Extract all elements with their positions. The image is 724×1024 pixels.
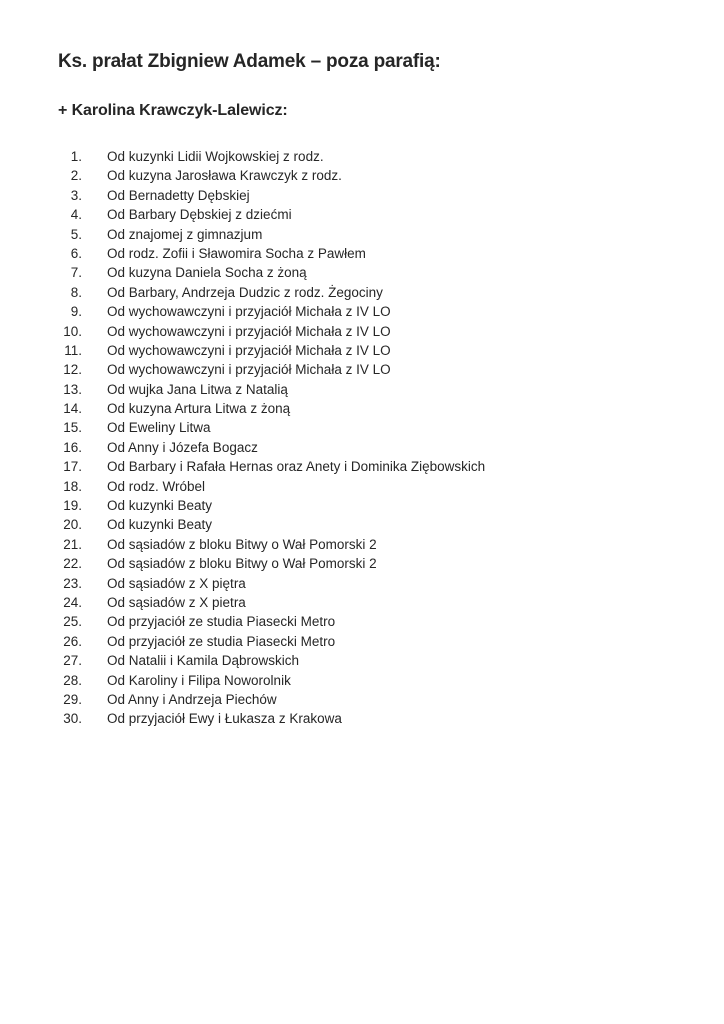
item-text: Od wychowawczyni i przyjaciół Michała z IV LO [107,304,391,320]
list-item [0,244,485,263]
list-item [0,632,485,651]
item-number: 29. [63,691,82,707]
item-number: 23. [63,575,82,591]
item-number: 19. [63,498,82,514]
list-item [0,496,485,515]
item-number: 8. [70,284,82,300]
list-item [0,574,485,593]
item-text: Od kuzyna Jarosława Krawczyk z rodz. [107,168,342,184]
list-item [0,302,485,321]
document-title: Ks. prałat Zbigniew Adamek – poza parafią: [58,51,441,72]
list-item [0,283,485,302]
item-number: 11. [64,342,82,358]
list-item [0,554,485,573]
item-text: Od kuzyna Daniela Socha z żoną [107,265,307,281]
item-number: 2. [70,168,82,184]
item-text: Od sąsiadów z X pietra [107,594,246,610]
item-number: 14. [63,401,82,417]
item-number: 20. [63,517,82,533]
list-item [0,515,485,534]
item-text: Od Bernadetty Dębskiej [107,187,250,203]
item-text: Od Karoliny i Filipa Noworolnik [107,672,291,688]
list-item [0,225,485,244]
item-text: Od Eweliny Litwa [107,420,211,436]
item-number: 25. [63,614,82,630]
list-item [0,651,485,670]
entries-list [0,147,485,729]
list-item [0,263,485,282]
item-number: 6. [70,245,82,261]
list-item [0,457,485,476]
list-item [0,418,485,437]
item-text: Od kuzyna Artura Litwa z żoną [107,401,291,417]
item-number: 7. [70,265,82,281]
item-text: Od Anny i Józefa Bogacz [107,439,258,455]
list-item [0,205,485,224]
item-text: Od sąsiadów z bloku Bitwy o Wał Pomorski 2 [107,536,377,552]
document-subtitle: + Karolina Krawczyk-Lalewicz: [58,102,288,119]
list-item [0,612,485,631]
list-item [0,709,485,728]
item-text: Od Natalii i Kamila Dąbrowskich [107,653,300,669]
item-text: Od wychowawczyni i przyjaciół Michała z IV LO [107,323,391,339]
item-text: Od Barbary, Andrzeja Dudzic z rodz. Żegociny [107,284,383,300]
item-number: 22. [63,556,82,572]
item-text: Od znajomej z gimnazjum [107,226,263,242]
item-number: 16. [63,439,82,455]
item-text: Od Barbary Dębskiej z dziećmi [107,207,292,223]
item-number: 26. [63,633,82,649]
list-item [0,438,485,457]
item-number: 28. [63,672,82,688]
list-item [0,186,485,205]
item-text: Od kuzynki Lidii Wojkowskiej z rodz. [107,149,324,164]
item-number: 24. [63,594,82,610]
item-number: 12. [63,362,82,378]
item-number: 18. [63,478,82,494]
item-text: Od rodz. Zofii i Sławomira Socha z Pawłem [107,245,366,261]
item-text: Od przyjaciół ze studia Piasecki Metro [107,614,336,630]
list-item [0,380,485,399]
item-number: 30. [63,711,82,727]
item-text: Od kuzynki Beaty [107,517,213,533]
item-number: 15. [63,420,82,436]
item-text: Od Anny i Andrzeja Piechów [107,691,277,707]
list-item [0,593,485,612]
item-text: Od wychowawczyni i przyjaciół Michała z IV LO [107,362,391,378]
item-number: 27. [63,653,82,669]
item-text: Od wychowawczyni i przyjaciół Michała z IV LO [107,342,391,358]
item-text: Od wujka Jana Litwa z Natalią [107,381,288,397]
list-item [0,341,485,360]
list-item [0,671,485,690]
list-item [0,399,485,418]
list-item [0,147,485,166]
item-number: 10. [63,323,82,339]
item-text: Od rodz. Wróbel [107,478,206,494]
list-item [0,535,485,554]
item-text: Od przyjaciół Ewy i Łukasza z Krakowa [107,711,342,727]
item-text: Od kuzynki Beaty [107,498,213,514]
list-item [0,360,485,379]
list-item [0,690,485,709]
item-number: 3. [70,187,82,203]
item-number: 4. [70,207,82,223]
item-number: 21. [63,536,82,552]
list-item [0,322,485,341]
item-text: Od Barbary i Rafała Hernas oraz Anety i Dominika Ziębowskich [107,459,486,475]
item-text: Od przyjaciół ze studia Piasecki Metro [107,633,336,649]
item-number: 1. [70,149,82,164]
item-text: Od sąsiadów z bloku Bitwy o Wał Pomorski 2 [107,556,377,572]
list-item [0,166,485,185]
item-number: 17. [63,459,82,475]
list-item [0,477,485,496]
item-number: 9. [70,304,82,320]
item-number: 13. [63,381,82,397]
item-number: 5. [70,226,82,242]
item-text: Od sąsiadów z X piętra [107,575,246,591]
